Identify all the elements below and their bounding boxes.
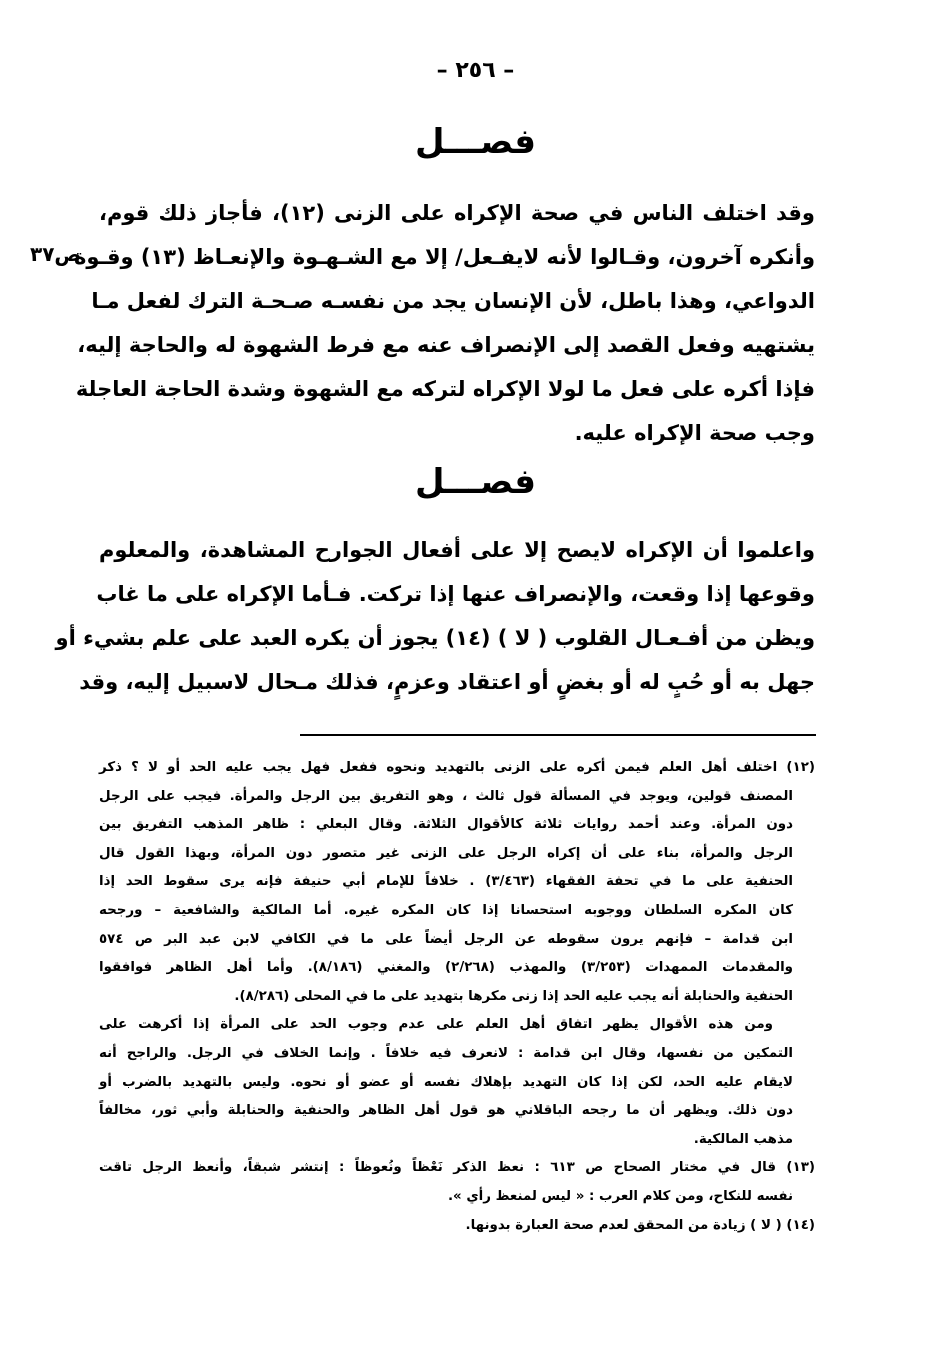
text-line: جهل به أو حُبٍ له أو بغضٍ أو اعتقاد وعزمٍ، فذلك مـحال لاسبيل إليه، وقد: [79, 670, 815, 694]
footnote-line: دون المرأة. وعند أحمد روايات ثلاثة كالأقوال الثلاثة. وقال البعلي : ظاهر المذهب التفريق بين: [99, 817, 793, 833]
text-line: ويظن من أفـعـال القلوب ( لا ) (١٤) يجوز أن يكره العبد على علم بشيء أو: [55, 626, 815, 650]
footnote-line: (١٣) قال في مختار الصحاح ص ٦١٣ : نعظ الذكر نَعْظاً ونُعوظاً : إنتشر شبقاً، وأنعظ الرجل تاقت: [99, 1160, 815, 1176]
footnote-line: مذهب المالكية.: [693, 1131, 793, 1147]
footnote-line: نفسه للنكاح، ومن كلام العرب : « ليس لمنعظ رأي ».: [447, 1188, 793, 1204]
footnote-line: الحنفية والحنابلة أنه يجب عليه الحد إذا زنى مكرها بتهديد على ما في المحلى (٨/٢٨٦).: [234, 988, 793, 1004]
footnote-line: الرجل والمرأة، بناء على أن إكراه الرجل على الزنى غير متصور دون المرأة، وبهذا القول قال: [99, 845, 793, 861]
footnote-line: ابن قدامة – فإنهم يرون سقوطه عن الرجل أيضاً على ما في الكافي لابن عبد البر ص ٥٧٤: [99, 931, 793, 947]
footnote-line: كان المكره السلطان ووجوبه استحسانا إذا كان المكره غيره. أما المالكية والشافعية – ورجحه: [99, 902, 793, 918]
text-line: وقد اختلف الناس في صحة الإكراه على الزنى (١٢)، فأجاز ذلك قوم،: [99, 201, 815, 225]
footnote-line: ومن هذه الأقوال يظهر اتفاق أهل العلم على عدم وجوب الحد على المرأة إذا أكرهت على: [99, 1017, 773, 1033]
footnote-line: والمقدمات الممهدات (٣/٢٥٣) والمهذب (٢/٢٦٨) والمغني (٨/١٨٦). وأما أهل الظاهر فوافقوا: [99, 960, 794, 976]
footnote-divider: [300, 734, 816, 736]
footnote-line: المصنف قولين، ويوجد في المسألة قول ثالث ، وهو التفريق بين الرجل والمرأة. فيجب على الرجل: [99, 788, 793, 804]
text-line: وأنكره آخرون، وقـالوا لأنه لايفـعل/ إلا مع الشـهـوة والإنعـاظ (١٣) وقـوة: [73, 245, 815, 269]
section-heading-1: فصـــل: [415, 122, 536, 162]
section-1-body: [73, 191, 815, 455]
text-line: وجب صحة الإكراه عليه.: [574, 421, 815, 445]
page-number: – ٢٥٦ –: [436, 58, 515, 83]
footnote-line: (١٢) اختلف أهل العلم فيمن أكره على الزنى بالتهديد ونحوه ففعل فهل يجب عليه الحد أو لا ؟ ذكر: [99, 760, 815, 775]
margin-page-note: ص٣٧: [30, 242, 82, 266]
footnote-line: (١٤) ( لا ) زيادة من المحقق لعدم صحة العبارة بدونها.: [465, 1217, 815, 1233]
text-line: يشتهيه وفعل القصد إلى الإنصراف عنه مع فرط الشهوة له والحاجة إليه،: [77, 333, 815, 357]
footnotes: [99, 754, 815, 1240]
footnote-line: الحنفية على ما في تحفة الفقهاء (٣/٤٦٣) . خلافاً للإمام أبي حنيفة فإنه يرى سقوط الحد إذا: [99, 874, 793, 890]
text-line: وقوعها إذا وقعت، والإنصراف عنها إذا تركت. فـأما الإكراه على ما غاب: [96, 582, 815, 606]
footnote-line: التمكين من نفسها، وقال ابن قدامة : لانعرف فيه خلافاً . وإنما الخلاف في الرجل. والراجح أنه: [99, 1045, 793, 1061]
footnote-line: لايقام عليه الحد، لكن إذا كان التهديد بإهلاك نفسه أو عضو أو نحوه. وليس بالتهديد بالضرب أو: [99, 1074, 793, 1090]
section-2-body: [55, 528, 815, 704]
footnote-line: دون ذلك. ويظهر أن ما رجحه الباقلاني هو قول أهل الظاهر والحنفية والحنابلة وأبي ثور، مخالفاً: [99, 1103, 793, 1119]
text-line: فإذا أكره على فعل ما لولا الإكراه لتركه مع الشهوة وشدة الحاجة العاجلة: [75, 377, 815, 401]
text-line: واعلموا أن الإكراه لايصح إلا على أفعال الجوارح المشاهدة، والمعلوم: [99, 538, 815, 562]
section-heading-2: فصـــل: [415, 462, 536, 502]
text-line: الدواعي، وهذا باطل، لأن الإنسان يجد من نفسـه صـحـة الترك لفعل مـا: [91, 289, 815, 313]
